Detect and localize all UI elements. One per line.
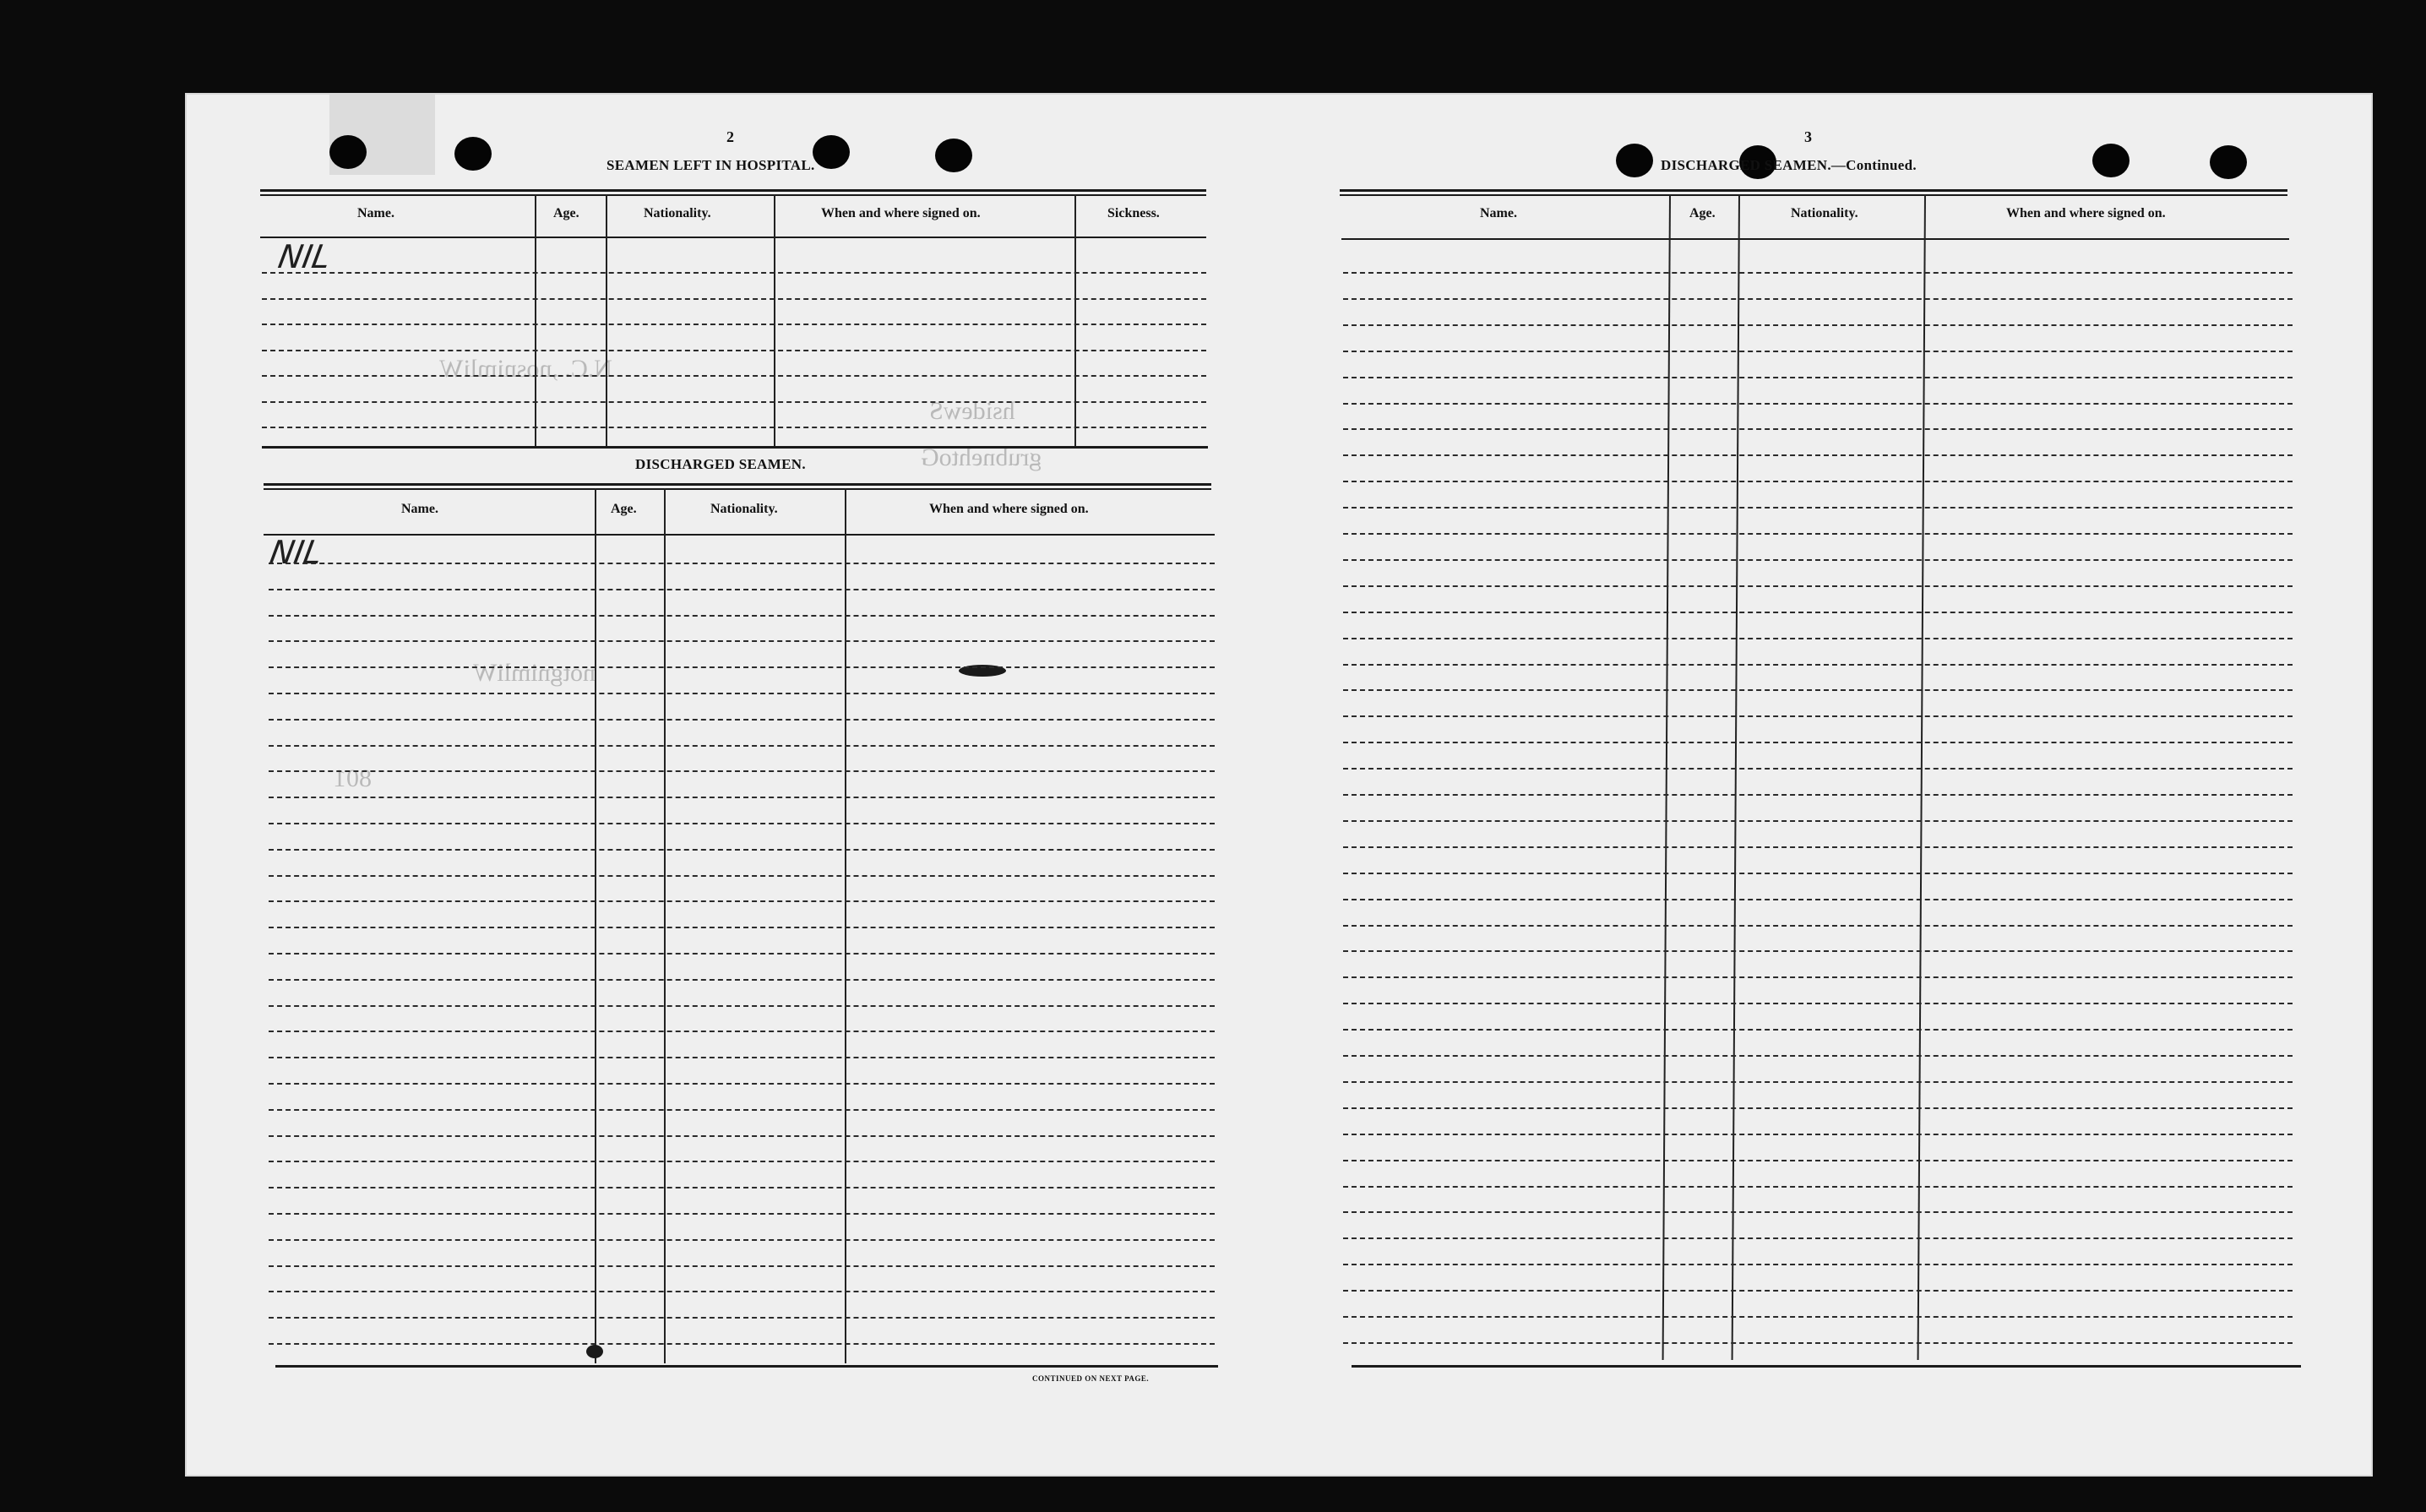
writing-line (269, 1083, 1215, 1085)
writing-line (1343, 846, 2293, 848)
writing-line (269, 823, 1215, 824)
writing-line (262, 298, 1206, 300)
writing-line (1343, 507, 2293, 509)
column-divider (845, 488, 846, 1363)
writing-line (269, 1187, 1215, 1188)
column-header-age: Age. (1689, 206, 1716, 220)
table-rule (264, 488, 1211, 490)
header-rule (264, 534, 1215, 536)
column-header-age: Age. (553, 206, 579, 220)
writing-line (269, 615, 1215, 617)
writing-line (262, 375, 1206, 377)
writing-line (269, 770, 1215, 772)
writing-line (269, 927, 1215, 928)
writing-line (269, 1317, 1215, 1319)
table-rule (1340, 194, 2287, 196)
writing-line (269, 1135, 1215, 1137)
writing-line (269, 1005, 1215, 1007)
writing-line (1343, 324, 2293, 326)
writing-line (269, 1109, 1215, 1111)
page-number: 2 (726, 128, 734, 145)
writing-line (1343, 689, 2293, 691)
writing-line (1343, 559, 2293, 561)
writing-line (1343, 1186, 2293, 1188)
writing-line (1343, 925, 2293, 927)
punch-hole (329, 135, 367, 169)
writing-line (262, 427, 1206, 428)
writing-line (1343, 1134, 2293, 1135)
column-header-signed-on: When and where signed on. (929, 502, 1089, 516)
writing-line (1343, 298, 2293, 300)
bleed-through-text: 801 (334, 764, 372, 792)
writing-line (1343, 1107, 2293, 1109)
column-header-nationality: Nationality. (710, 502, 778, 516)
column-divider (774, 194, 775, 446)
writing-line (269, 1343, 1215, 1345)
writing-line (262, 350, 1206, 351)
writing-line (269, 589, 1215, 590)
column-header-signed-on: When and where signed on. (821, 206, 981, 220)
column-header-nationality: Nationality. (644, 206, 711, 220)
writing-line (1343, 768, 2293, 770)
writing-line (1343, 1160, 2293, 1161)
writing-line (1343, 585, 2293, 587)
writing-line (1343, 272, 2293, 274)
punch-hole (813, 135, 850, 169)
writing-line (269, 719, 1215, 721)
writing-line (262, 401, 1206, 403)
column-divider (1074, 194, 1076, 446)
writing-line (269, 875, 1215, 877)
writing-line (1343, 638, 2293, 639)
bleed-through-text: grubnehtoG (921, 443, 1042, 471)
writing-line (269, 1031, 1215, 1032)
ink-blot (586, 1345, 603, 1358)
table-bottom-rule (1352, 1365, 2301, 1368)
writing-line (1343, 794, 2293, 796)
writing-line (269, 953, 1215, 955)
writing-line (269, 563, 1215, 564)
table-rule (1340, 189, 2287, 192)
column-header-signed-on: When and where signed on. (2006, 206, 2166, 220)
table-rule (262, 446, 1208, 449)
writing-line (269, 1265, 1215, 1267)
writing-line (1343, 950, 2293, 952)
bleed-through-text: hsidewS (929, 397, 1015, 425)
writing-line (1343, 664, 2293, 666)
header-rule (1341, 238, 2289, 240)
continued-section-title: DISCHARGED SEAMEN.—Continued. (1661, 157, 1917, 173)
table-rule (260, 189, 1206, 192)
header-rule (260, 237, 1206, 238)
writing-line (1343, 454, 2293, 456)
writing-line (1343, 1055, 2293, 1057)
column-header-sickness: Sickness. (1107, 206, 1160, 220)
writing-line (1343, 403, 2293, 405)
discharged-section-title: DISCHARGED SEAMEN. (635, 456, 806, 472)
writing-line (1343, 377, 2293, 378)
punch-hole (454, 137, 492, 171)
punch-hole (1616, 144, 1653, 177)
writing-line (269, 1057, 1215, 1058)
writing-line (1343, 820, 2293, 822)
writing-line (1343, 428, 2293, 430)
writing-line (269, 797, 1215, 798)
writing-line (1343, 899, 2293, 900)
writing-line (1343, 715, 2293, 717)
writing-line (1343, 1290, 2293, 1292)
writing-line (269, 666, 1215, 668)
continued-note: CONTINUED ON NEXT PAGE. (1032, 1374, 1150, 1383)
column-header-nationality: Nationality. (1791, 206, 1858, 220)
writing-line (269, 979, 1215, 981)
column-header-name: Name. (1480, 206, 1517, 220)
page-number: 3 (1804, 128, 1812, 145)
column-header-name: Name. (357, 206, 394, 220)
writing-line (269, 693, 1215, 694)
column-header-age: Age. (611, 502, 637, 516)
writing-line (269, 640, 1215, 642)
writing-line (269, 1213, 1215, 1215)
writing-line (1343, 533, 2293, 535)
writing-line (1343, 1003, 2293, 1004)
writing-line (1343, 481, 2293, 482)
writing-line (1343, 976, 2293, 978)
writing-line (1343, 1029, 2293, 1031)
column-header-name: Name. (401, 502, 438, 516)
writing-line (269, 1239, 1215, 1241)
table-rule (260, 194, 1206, 196)
bleed-through-text: notgnimliW (473, 659, 596, 687)
writing-line (1343, 1316, 2293, 1318)
writing-line (269, 849, 1215, 851)
handwritten-nil: NIL (275, 238, 334, 275)
table-rule (264, 483, 1211, 486)
hospital-section-title: SEAMEN LEFT IN HOSPITAL. (606, 157, 815, 173)
writing-line (1343, 1211, 2293, 1213)
writing-line (1343, 1342, 2293, 1344)
writing-line (1343, 1081, 2293, 1083)
bleed-through-text: N.C. ,nosnimliW (439, 355, 613, 383)
writing-line (1343, 351, 2293, 352)
writing-line (262, 324, 1206, 325)
writing-line (269, 900, 1215, 902)
writing-line (1343, 612, 2293, 613)
writing-line (262, 272, 1206, 274)
writing-line (1343, 873, 2293, 874)
column-divider (535, 194, 536, 446)
punch-hole (935, 139, 972, 172)
writing-line (1343, 1264, 2293, 1265)
column-divider (664, 488, 666, 1363)
writing-line (1343, 742, 2293, 743)
writing-line (269, 1291, 1215, 1292)
punch-hole (2210, 145, 2247, 179)
writing-line (269, 745, 1215, 747)
handwritten-nil: NIL (267, 534, 325, 571)
writing-line (269, 1161, 1215, 1162)
column-divider (595, 488, 596, 1363)
table-bottom-rule (275, 1365, 1218, 1368)
writing-line (1343, 1237, 2293, 1239)
column-divider (606, 194, 607, 446)
scanned-document (187, 95, 2371, 1475)
punch-hole (2092, 144, 2130, 177)
